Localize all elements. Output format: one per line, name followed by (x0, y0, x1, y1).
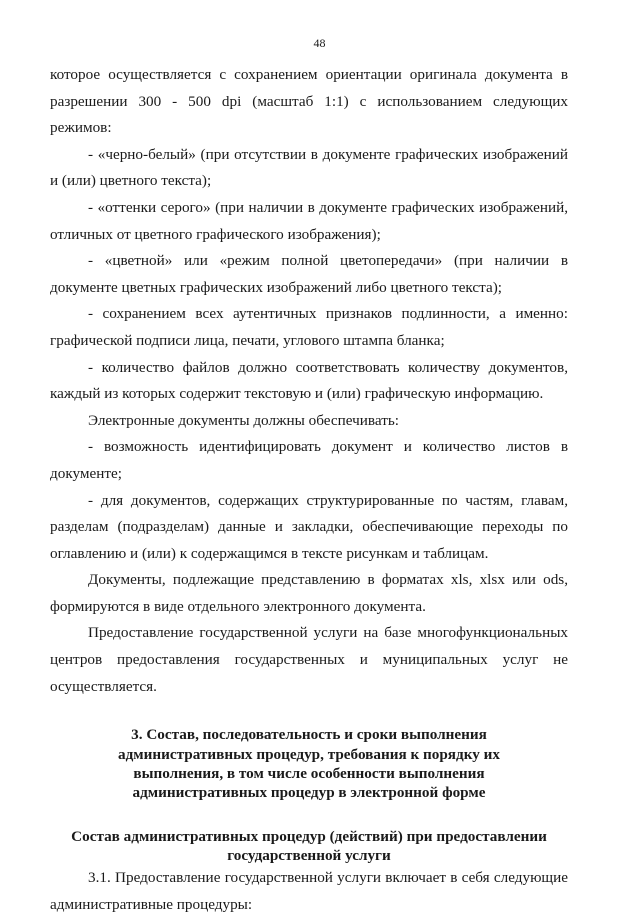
paragraph-procedures: 3.1. Предоставление государственной услуги включает в себя следующие административные процедуры: (50, 869, 568, 914)
section-heading (50, 725, 568, 802)
paragraph-color-mode: - «цветной» или «режим полной цветопередачи» (при наличии в документе цветных графических изображений либо цветного текста); (50, 252, 568, 296)
paragraph-file-count: - количество файлов должно соответствовать количеству документов, каждый из которых содержит текстовую и (или) графическую информацию. (50, 358, 568, 403)
subsection-heading-line: государственной услуги (227, 847, 391, 865)
paragraph-grayscale-mode: - «оттенки серого» (при наличии в документе графических изображений, отличных от цветного графического изображения); (50, 198, 568, 243)
paragraph-resolution: которое осуществляется с сохранением ориентации оригинала документа в разрешении 300 - 500 dpi (масштаб 1:1) с использованием следующих режимов: (50, 66, 568, 137)
section-heading-line: выполнения, в том числе особенности выполнения (133, 764, 485, 782)
paragraph-authenticity: - сохранением всех аутентичных признаков подлинности, а именно: графической подписи лица, печати, углового штампа бланка; (50, 305, 568, 349)
subsection-heading-line: Состав административных процедур (действий) при предоставлении (71, 828, 547, 846)
paragraph-edoc-requirements: Электронные документы должны обеспечивать: (88, 411, 399, 429)
section-heading-line: административных процедур в электронной форме (132, 784, 486, 802)
page-number: 48 (313, 36, 326, 50)
section-heading-line: административных процедур, требования к порядку их (118, 745, 500, 763)
paragraph-spreadsheet-formats: Документы, подлежащие представлению в форматах xls, xlsx или ods, формируются в виде отдельного электронного документа. (50, 571, 568, 615)
document-body (50, 62, 568, 919)
paragraph-mfc: Предоставление государственной услуги на базе многофункциональных центров предоставления государственных и муниципальных услуг не осуществляется. (50, 624, 568, 695)
paragraph-bookmarks: - для документов, содержащих структурированные по частям, главам, разделам (подразделам) данные и закладки, обеспечивающие переходы по оглавлению и (или) к содержащимся в тексте рисункам и таблицам. (50, 491, 568, 562)
section-heading-line: 3. Состав, последовательность и сроки выполнения (131, 726, 487, 744)
paragraph-identify-document: - возможность идентифицировать документ и количество листов в документе; (50, 438, 568, 482)
paragraph-bw-mode: - «черно-белый» (при отсутствии в документе графических изображений и (или) цветного текста); (50, 145, 568, 190)
subsection-heading (50, 827, 568, 865)
